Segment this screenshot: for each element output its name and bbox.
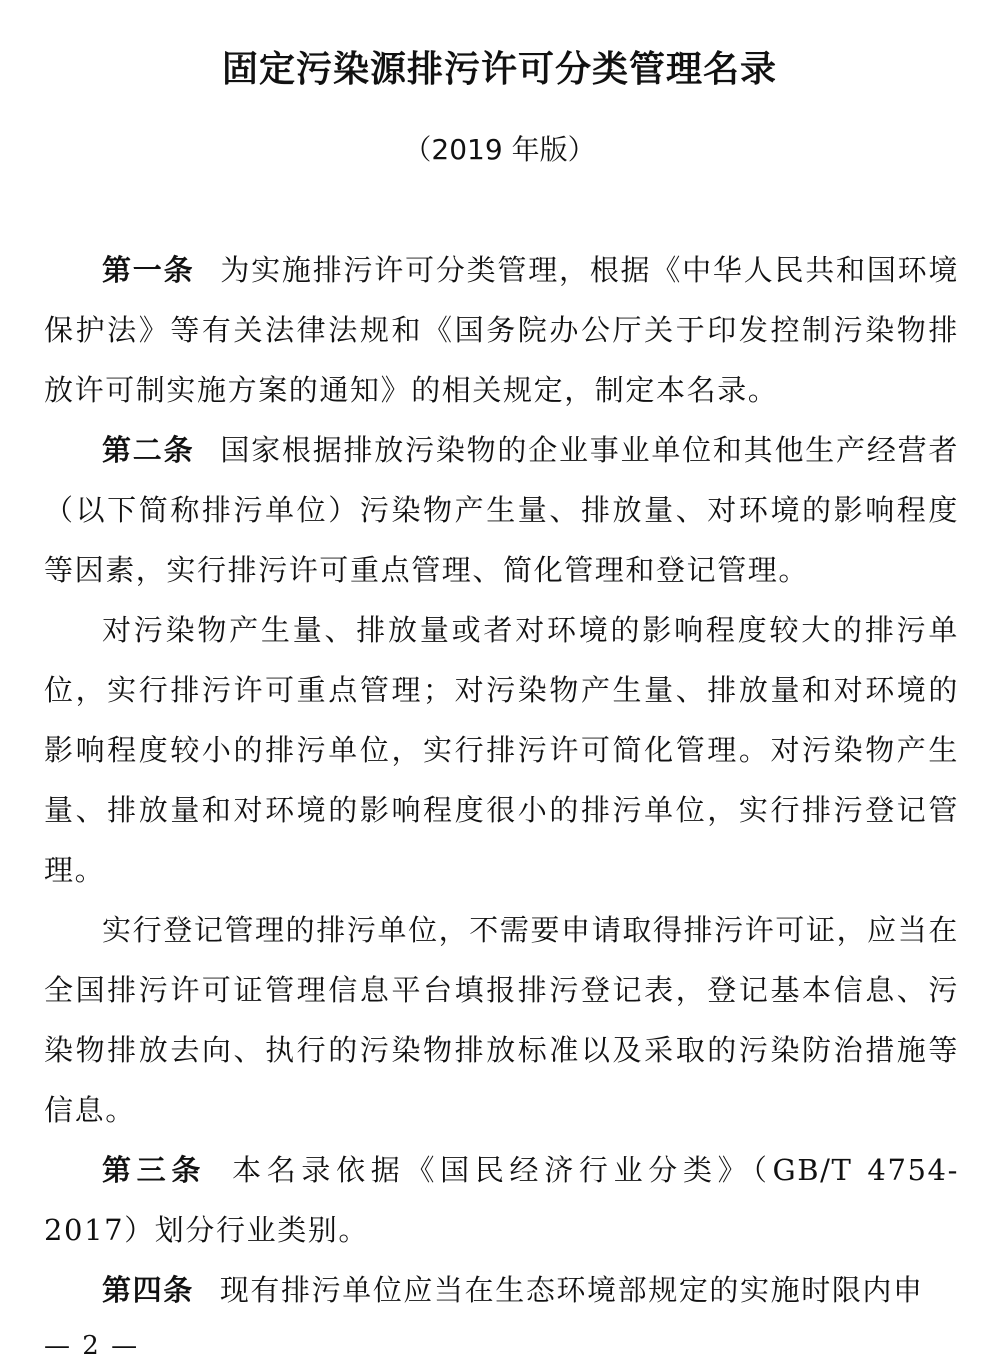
paragraph-text: 实行登记管理的排污单位，不需要申请取得排污许可证，应当在全国排污许可证管理信息平台填报排污登记表，登记基本信息、污染物排放去向、执行的污染物排放标准以及采取的污染防治措施等信息。 (44, 913, 959, 1127)
paragraph-text: 国家根据排放污染物的企业事业单位和其他生产经营者（以下简称排污单位）污染物产生量、排放量、对环境的影响程度等因素，实行排污许可重点管理、简化管理和登记管理。 (44, 433, 959, 587)
page-number: — 2 — (44, 1331, 140, 1361)
article-number: 第一条 (102, 253, 195, 287)
paragraph-article-1 (44, 240, 959, 420)
paragraph-text: 现有排污单位应当在生态环境部规定的实施时限内申 (219, 1273, 924, 1307)
article-number: 第四条 (102, 1273, 194, 1307)
document-body (44, 240, 959, 1320)
paragraph-article-2-clause-2 (44, 600, 959, 900)
paragraph-text: 对污染物产生量、排放量或者对环境的影响程度较大的排污单位，实行排污许可重点管理；对污染物产生量、排放量和对环境的影响程度较小的排污单位，实行排污许可简化管理。对污染物产生量、排放量和对环境的影响程度很小的排污单位，实行排污登记管理。 (44, 613, 959, 887)
paragraph-article-3 (44, 1140, 959, 1260)
document-subtitle: （2019 年版） (403, 133, 596, 166)
paragraph-text: 为实施排污许可分类管理，根据《中华人民共和国环境保护法》等有关法律法规和《国务院办公厅关于印发控制污染物排放许可制实施方案的通知》的相关规定，制定本名录。 (44, 253, 959, 407)
paragraph-text: 本名录依据《国民经济行业分类》（GB/T 4754-2017）划分行业类别。 (44, 1153, 959, 1247)
article-number: 第三条 (102, 1153, 207, 1187)
paragraph-article-2 (44, 420, 959, 600)
paragraph-article-2-clause-3 (44, 900, 959, 1140)
article-number: 第二条 (102, 433, 195, 467)
paragraph-article-4 (44, 1260, 959, 1320)
document-title: 固定污染源排污许可分类管理名录 (221, 49, 777, 90)
